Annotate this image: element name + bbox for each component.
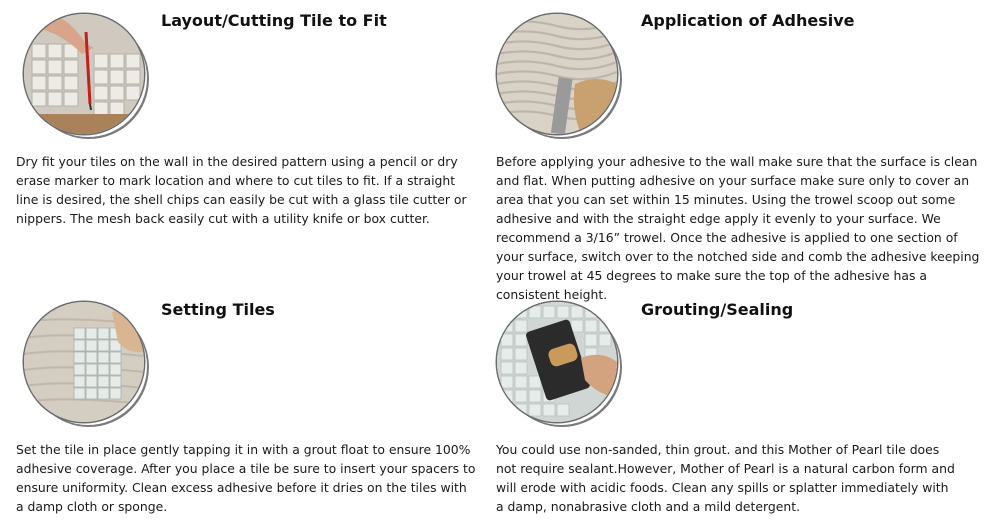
section-body: Dry fit your tiles on the wall in the desired pattern using a pencil or dry erase marker to mark location and where to cut tiles to fit. If a straight line is desired, the shell chips can easily be cut with a glass tile cutter or nippers. The mesh back easily cut with a utility knife or box cutter. xyxy=(16,154,467,226)
section-body: You could use non-sanded, thin grout. and this Mother of Pearl tile does not require sealant.However, Mother of Pearl is a natural carbon form and will erode with acidic foods. Clean any spills or splatter immediately with a damp, nonabrasive cloth and a mild detergent. xyxy=(496,442,955,514)
tile-cutting-photo-icon xyxy=(24,14,144,134)
section-title: Layout/Cutting Tile to Fit xyxy=(161,11,387,30)
grouting-float-photo-icon xyxy=(497,302,617,422)
section-title: Application of Adhesive xyxy=(641,11,855,30)
section-body: Before applying your adhesive to the wall make sure that the surface is clean and flat. When putting adhesive on your surface make sure only to cover an area that you can set within 15 minutes. Using the trowel scoop out some adhesive and with the straight edge apply it evenly to your surface. We recommend a 3/16” trowel. Once the adhesive is applied to one section of your surface, switch over to the notched side and comb the adhesive keeping your trowel at 45 degrees to make sure the top of the adhesive has a consistent height. xyxy=(496,154,980,302)
section-body: Set the tile in place gently tapping it in with a grout float to ensure 100% adhesive coverage. After you place a tile be sure to insert your spacers to ensure uniformity. Clean excess adhesive before it dries on the tiles with a damp cloth or sponge. xyxy=(16,442,476,514)
section-title: Grouting/Sealing xyxy=(641,300,794,319)
setting-tiles-photo-icon xyxy=(24,302,144,422)
adhesive-trowel-photo-icon xyxy=(497,14,617,134)
section-title: Setting Tiles xyxy=(161,300,275,319)
